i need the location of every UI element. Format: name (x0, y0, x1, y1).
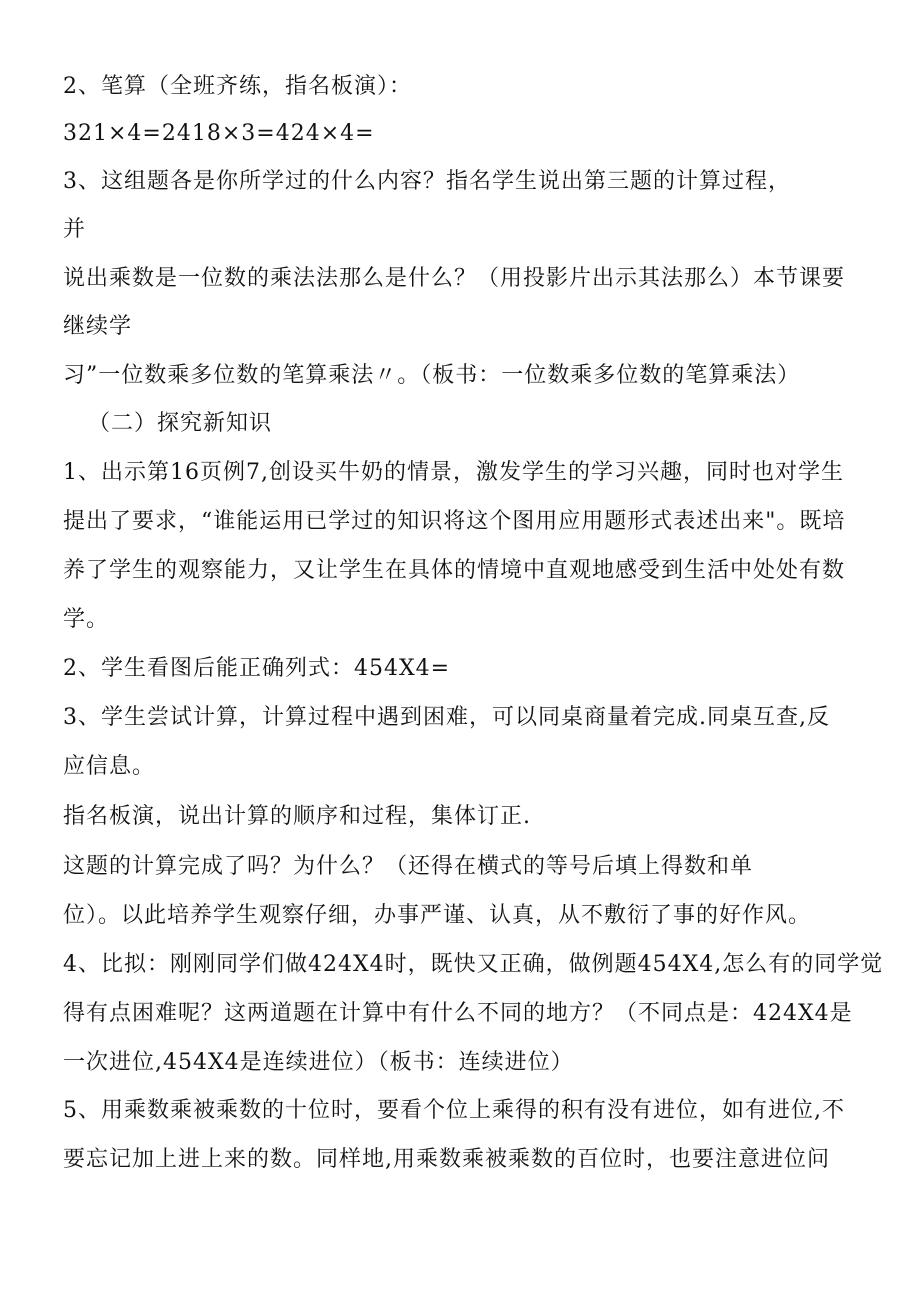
text-line: 一次进位,454X4是连续进位）（板书：连续进位） (63, 1050, 574, 1075)
section-heading: （二）探究新知识 (88, 411, 273, 436)
text-line: 5、用乘数乘被乘数的十位时，要看个位上乘得的积有没有进位，如有进位,不 (63, 1098, 845, 1123)
text-line: 指名板演，说出计算的顺序和过程，集体订正. (63, 804, 531, 829)
text-line: 要忘记加上进上来的数。同样地,用乘数乘被乘数的百位时，也要注意进位问 (63, 1147, 830, 1172)
text-line: 3、这组题各是你所学过的什么内容？指名学生说出第三题的计算过程， (63, 169, 791, 194)
text-line: 说出乘数是一位数的乘法法那么是什么？（用投影片出示其法那么）本节课要 (63, 266, 846, 291)
text-line: 养了学生的观察能力，又让学生在具体的情境中直观地感受到生活中处处有数 (63, 558, 846, 583)
text-line: 并 (63, 217, 87, 242)
text-line: 习”一位数乘多位数的笔算乘法〃。（板书：一位数乘多位数的笔算乘法） (63, 363, 801, 388)
text-line: 位）。以此培养学生观察仔细，办事严谨、认真，从不敷衍了事的好作风。 (63, 903, 812, 928)
text-line: 2、学生看图后能正确列式：454X4= (63, 656, 451, 681)
text-line: 继续学 (63, 314, 133, 339)
text-line: 1、出示第16页例7,创设买牛奶的情景，激发学生的学习兴趣，同时也对学生 (63, 460, 844, 485)
text-line: 得有点困难呢？这两道题在计算中有什么不同的地方？（不同点是：424X4是 (63, 1001, 853, 1026)
text-line: 4、比拟：刚刚同学们做424X4时，既快又正确，做例题454X4,怎么有的同学觉 (63, 952, 884, 977)
text-line: 这题的计算完成了吗？为什么？（还得在横式的等号后填上得数和单 (63, 854, 754, 879)
text-line: 2、笔算（全班齐练，指名板演）： (63, 74, 412, 99)
text-line: 应信息。 (63, 754, 156, 779)
text-line: 3、学生尝试计算，计算过程中遇到困难，可以同桌商量着完成.同桌互查,反 (63, 705, 830, 730)
text-line: 321×4=2418×3=424×4= (63, 121, 375, 146)
text-line: 学。 (63, 607, 110, 632)
text-line: 提出了要求，“谁能运用已学过的知识将这个图用应用题形式表述出来"。既培 (63, 509, 846, 534)
